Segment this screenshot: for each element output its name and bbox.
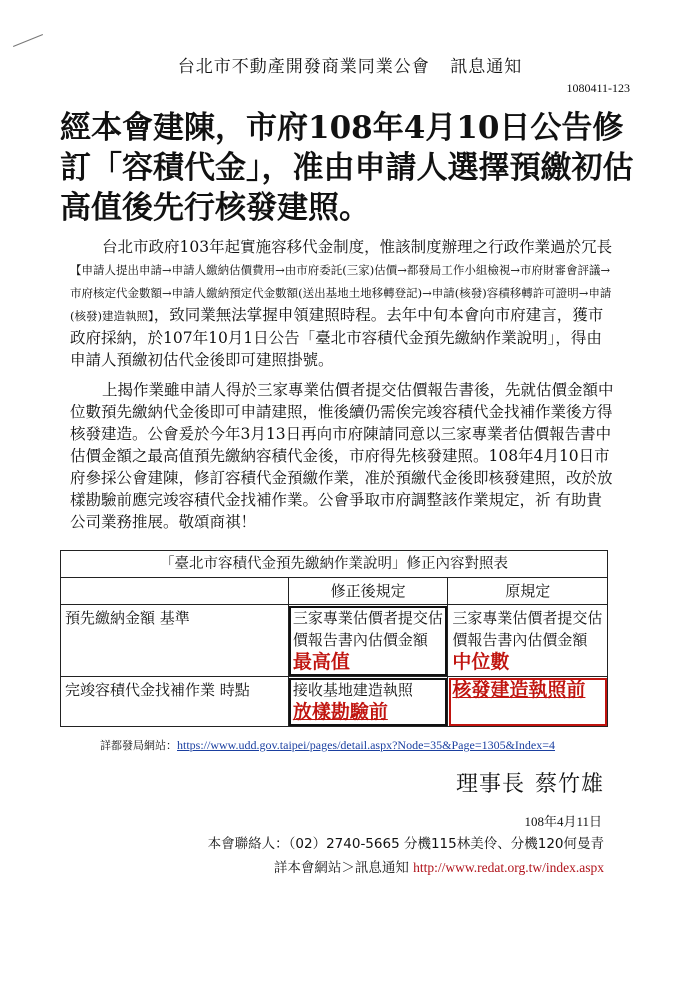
row-basis-revised-text: 三家專業估價者提交估價報告書內估價金額 [292,609,443,649]
row-basis-original-highlight: 中位數 [452,651,510,673]
col-original-header: 原規定 [448,578,608,605]
row-basis-revised [288,605,448,677]
headline: 經本會建陳，市府108年4月10日公告修訂「容積代金」，准由申請人選擇預繳初估高值後先行核發建照。 [60,110,634,226]
site-link-label: 詳本會網站＞訊息通知 [273,860,409,876]
row-basis-label: 預先繳納金額 基準 [61,605,289,677]
row-timing-label: 完竣容積代金找補作業 時點 [61,677,289,727]
row-timing-original-highlight: 核發建造執照前 [452,679,586,701]
row-timing-revised-text: 接收基地建造執照 [292,681,413,699]
paragraph-1-text-a: 台北市政府103年起實施容移代金制度，惟該制度辦理之行政作業過於冗長 [102,238,613,256]
paragraph-1-text-b: ，致同業無法掌握申領建照時程。去年中旬本會向市府建言，獲市政府採納，於107年10月1日公告「臺北市容積代金預先繳納作業說明」，得由申請人預繳初估代金後即可建照掛號。 [70,306,604,369]
organization-name: 台北市不動產開發商業同業公會 [177,57,430,77]
paragraph-2-text: 上揭作業雖申請人得於三家專業估價者提交估價報告書後，先就估價金額中位數預先繳納代金後即可申請建照，惟後續仍需俟完竣容積代金找補作業後方得核發建造。公會爰於今年3月13日再向市府陳請同意以三家專業者估價報告書中估價金額之最高值預先繳納容積代金後，市府得先核發建照。108年4月10日市府參採公會建陳，修訂容積代金預繳作業，准於預繳代金後即核發建照，改於放樣勘驗前應完竣容積代金找補作業。公會爭取市府調整該作業規定，祈 有助貴公司業務推展。敬頌商祺！ [70,381,614,531]
row-basis-original-text: 三家專業估價者提交估價報告書內估價金額 [452,609,603,649]
redat-website-link[interactable]: http://www.redat.org.tw/index.aspx [413,860,604,875]
document-number: 1080411-123 [566,81,630,95]
notice-kind: 訊息通知 [450,57,523,77]
website-note-label: 詳都發局網站： [100,739,177,752]
contact-info: 本會聯絡人：（02）2740-5665 分機115林美伶、分機120何曼青 [207,836,604,852]
site-link-line [274,856,604,876]
row-basis-original [448,605,608,677]
table-corner [61,578,289,605]
row-basis-revised-highlight: 最高值 [292,651,350,673]
row-timing-original [448,677,608,727]
signature-name: 蔡竹雄 [534,772,604,797]
signature-title: 理事長 [455,772,525,797]
row-timing-revised [288,677,448,727]
pen-mark [13,34,43,47]
paragraph-2 [70,379,615,533]
udd-website-link[interactable]: https://www.udd.gov.taipei/pages/detail.aspx?Node=35&Page=1305&Index=4 [177,738,556,752]
signature [456,767,604,798]
row-timing-revised-highlight: 放樣勘驗前 [292,701,388,723]
comparison-table [60,550,608,727]
letterhead [0,52,700,77]
issue-date: 108年4月11日 [524,814,602,829]
procedure-steps: 【申請人提出申請→申請人繳納估價費用→由市府委託(三家)估價→都發局工作小組檢視→市府財審會評議→市府核定代金數額→申請人繳納預定代金數額(送出基地土地移轉登記)→申請(核發)容積移轉許可證明→申請(核發)建造執照】 [70,263,612,323]
col-revised-header: 修正後規定 [288,578,448,605]
table-caption: 「臺北市容積代金預先繳納作業說明」修正內容對照表 [61,551,608,578]
paragraph-1 [70,236,615,371]
website-note [100,737,555,753]
